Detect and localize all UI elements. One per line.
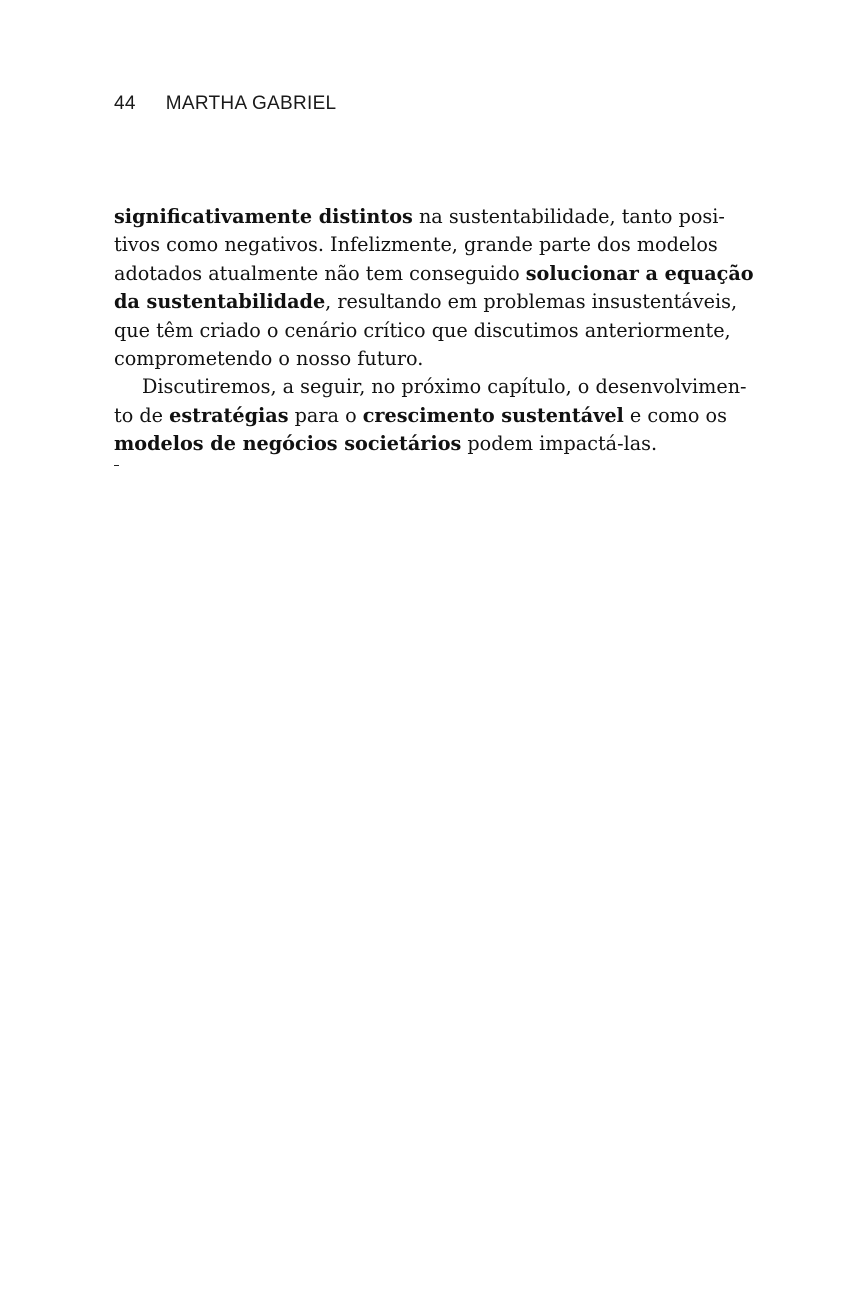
paragraph-1-line-5: que têm criado o cenário crítico que discutimos anteriormente, [114, 318, 731, 342]
paragraph-1-line-6: comprometendo o nosso futuro. [114, 347, 424, 371]
paragraph-2-line-3 [114, 430, 716, 458]
page-number: 44 [114, 93, 136, 114]
bold-phrase: crescimento sustentável [362, 403, 624, 427]
bold-phrase: modelos de negócios societários [114, 432, 462, 456]
running-header [114, 93, 336, 115]
text-run: podem impactá-las. [461, 432, 658, 456]
paragraph-1-line-3 [114, 260, 754, 288]
author-name: MARTHA GABRIEL [165, 93, 337, 114]
text-run: to de [114, 403, 170, 427]
text-run: para o [288, 403, 363, 427]
bold-phrase: significativamente distintos [114, 205, 413, 228]
paragraph-1-line-2: tivos como negativos. Infelizmente, grande parte dos modelos [114, 233, 718, 257]
text-run: e como os [623, 403, 727, 427]
text-run: na sustentabilidade, tanto posi- [412, 205, 725, 228]
text-run: , resultando em problemas insustentáveis, [325, 290, 738, 314]
paragraph-2-line-2 [114, 402, 727, 430]
bold-phrase: solucionar a equação [525, 261, 754, 285]
paragraph-1-line-1 [114, 203, 725, 231]
bold-phrase: da sustentabilidade [114, 290, 326, 314]
paragraph-2-line-1: Discutiremos, a seguir, no próximo capítulo, o desenvolvimen- [142, 375, 747, 399]
body-text [114, 203, 754, 459]
paragraph-1-line-4 [114, 288, 738, 316]
stray-mark [114, 465, 119, 466]
bold-phrase: estratégias [169, 403, 289, 427]
text-run: adotados atualmente não tem conseguido [114, 261, 526, 285]
